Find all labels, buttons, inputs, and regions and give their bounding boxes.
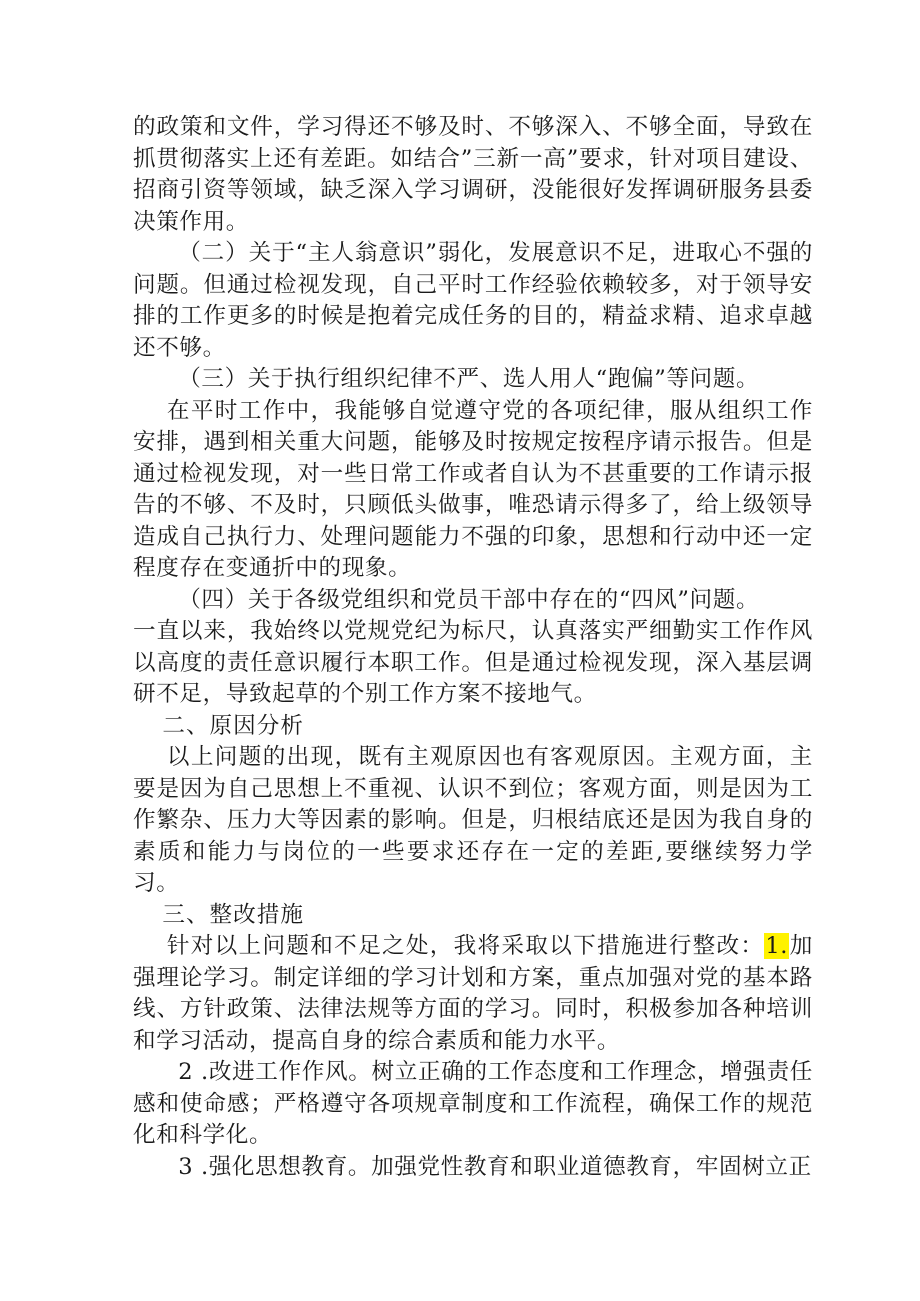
paragraph-8-lead: 针对以上问题和不足之处，我将采取以下措施进行整改： [166, 933, 765, 959]
paragraph-9: 2 .改进工作作风。树立正确的工作态度和工作理念，增强责任感和使命感；严格遵守各项规章制度和工作流程，确保工作的规范化和科学化。 [133, 1059, 813, 1148]
highlighted-number: 1. [765, 933, 789, 959]
paragraph-7: 以上问题的出现，既有主观原因也有客观原因。主观方面，主要是因为自己思想上不重视、认识不到位；客观方面，则是因为工作繁杂、压力大等因素的影响。但是，归根结底还是因为我自身的素质和能力与岗位的一些要求还存在一定的差距,要继续努力学习。 [133, 744, 813, 896]
section-heading-rectification: 三、整改措施 [162, 901, 304, 928]
paragraph-4: 在平时工作中，我能够自觉遵守党的各项纪律，服从组织工作安排，遇到相关重大问题，能够及时按规定按程序请示报告。但是通过检视发现，对一些日常工作或者自认为不甚重要的工作请示报告的不够、不及时，只顾低头做事，唯恐请示得多了，给上级领导造成自己执行力、处理问题能力不强的印象，思想和行动中还一定程度存在变通折中的现象。 [133, 397, 813, 581]
paragraph-2: （二）关于“主人翁意识”弱化，发展意识不足，进取心不强的问题。但通过检视发现，自己平时工作经验依赖较多，对于领导安排的工作更多的时候是抱着完成任务的目的，精益求精、追求卓越还不够。 [133, 240, 813, 361]
document-body [133, 112, 813, 1183]
paragraph-1: 的政策和文件，学习得还不够及时、不够深入、不够全面，导致在抓贯彻落实上还有差距。如结合”三新一高”要求，针对项目建设、招商引资等领域，缺乏深入学习调研，没能很好发挥调研服务县委决策作用。 [133, 114, 813, 235]
paragraph-10: 3 .强化思想教育。加强党性教育和职业道德教育，牢固树立正 [178, 1153, 812, 1180]
paragraph-6: 一直以来，我始终以党规党纪为标尺，认真落实严细勤实工作作风以高度的责任意识履行本职工作。但是通过检视发现，深入基层调研不足，导致起草的个别工作方案不接地气。 [133, 618, 813, 707]
paragraph-5: （四）关于各级党组织和党员干部中存在的“四风”问题。 [178, 586, 760, 613]
paragraph-8-rest: 加强理论学习。制定详细的学习计划和方案，重点加强对党的基本路线、方针政策、法律法规等方面的学习。同时，积极参加各种培训和学习活动，提高自身的综合素质和能力水平。 [133, 933, 813, 1054]
section-heading-cause-analysis: 二、原因分析 [162, 712, 304, 739]
paragraph-3: （三）关于执行组织纪律不严、选人用人“跑偏”等问题。 [178, 366, 760, 392]
paragraph-8 [133, 931, 813, 1057]
